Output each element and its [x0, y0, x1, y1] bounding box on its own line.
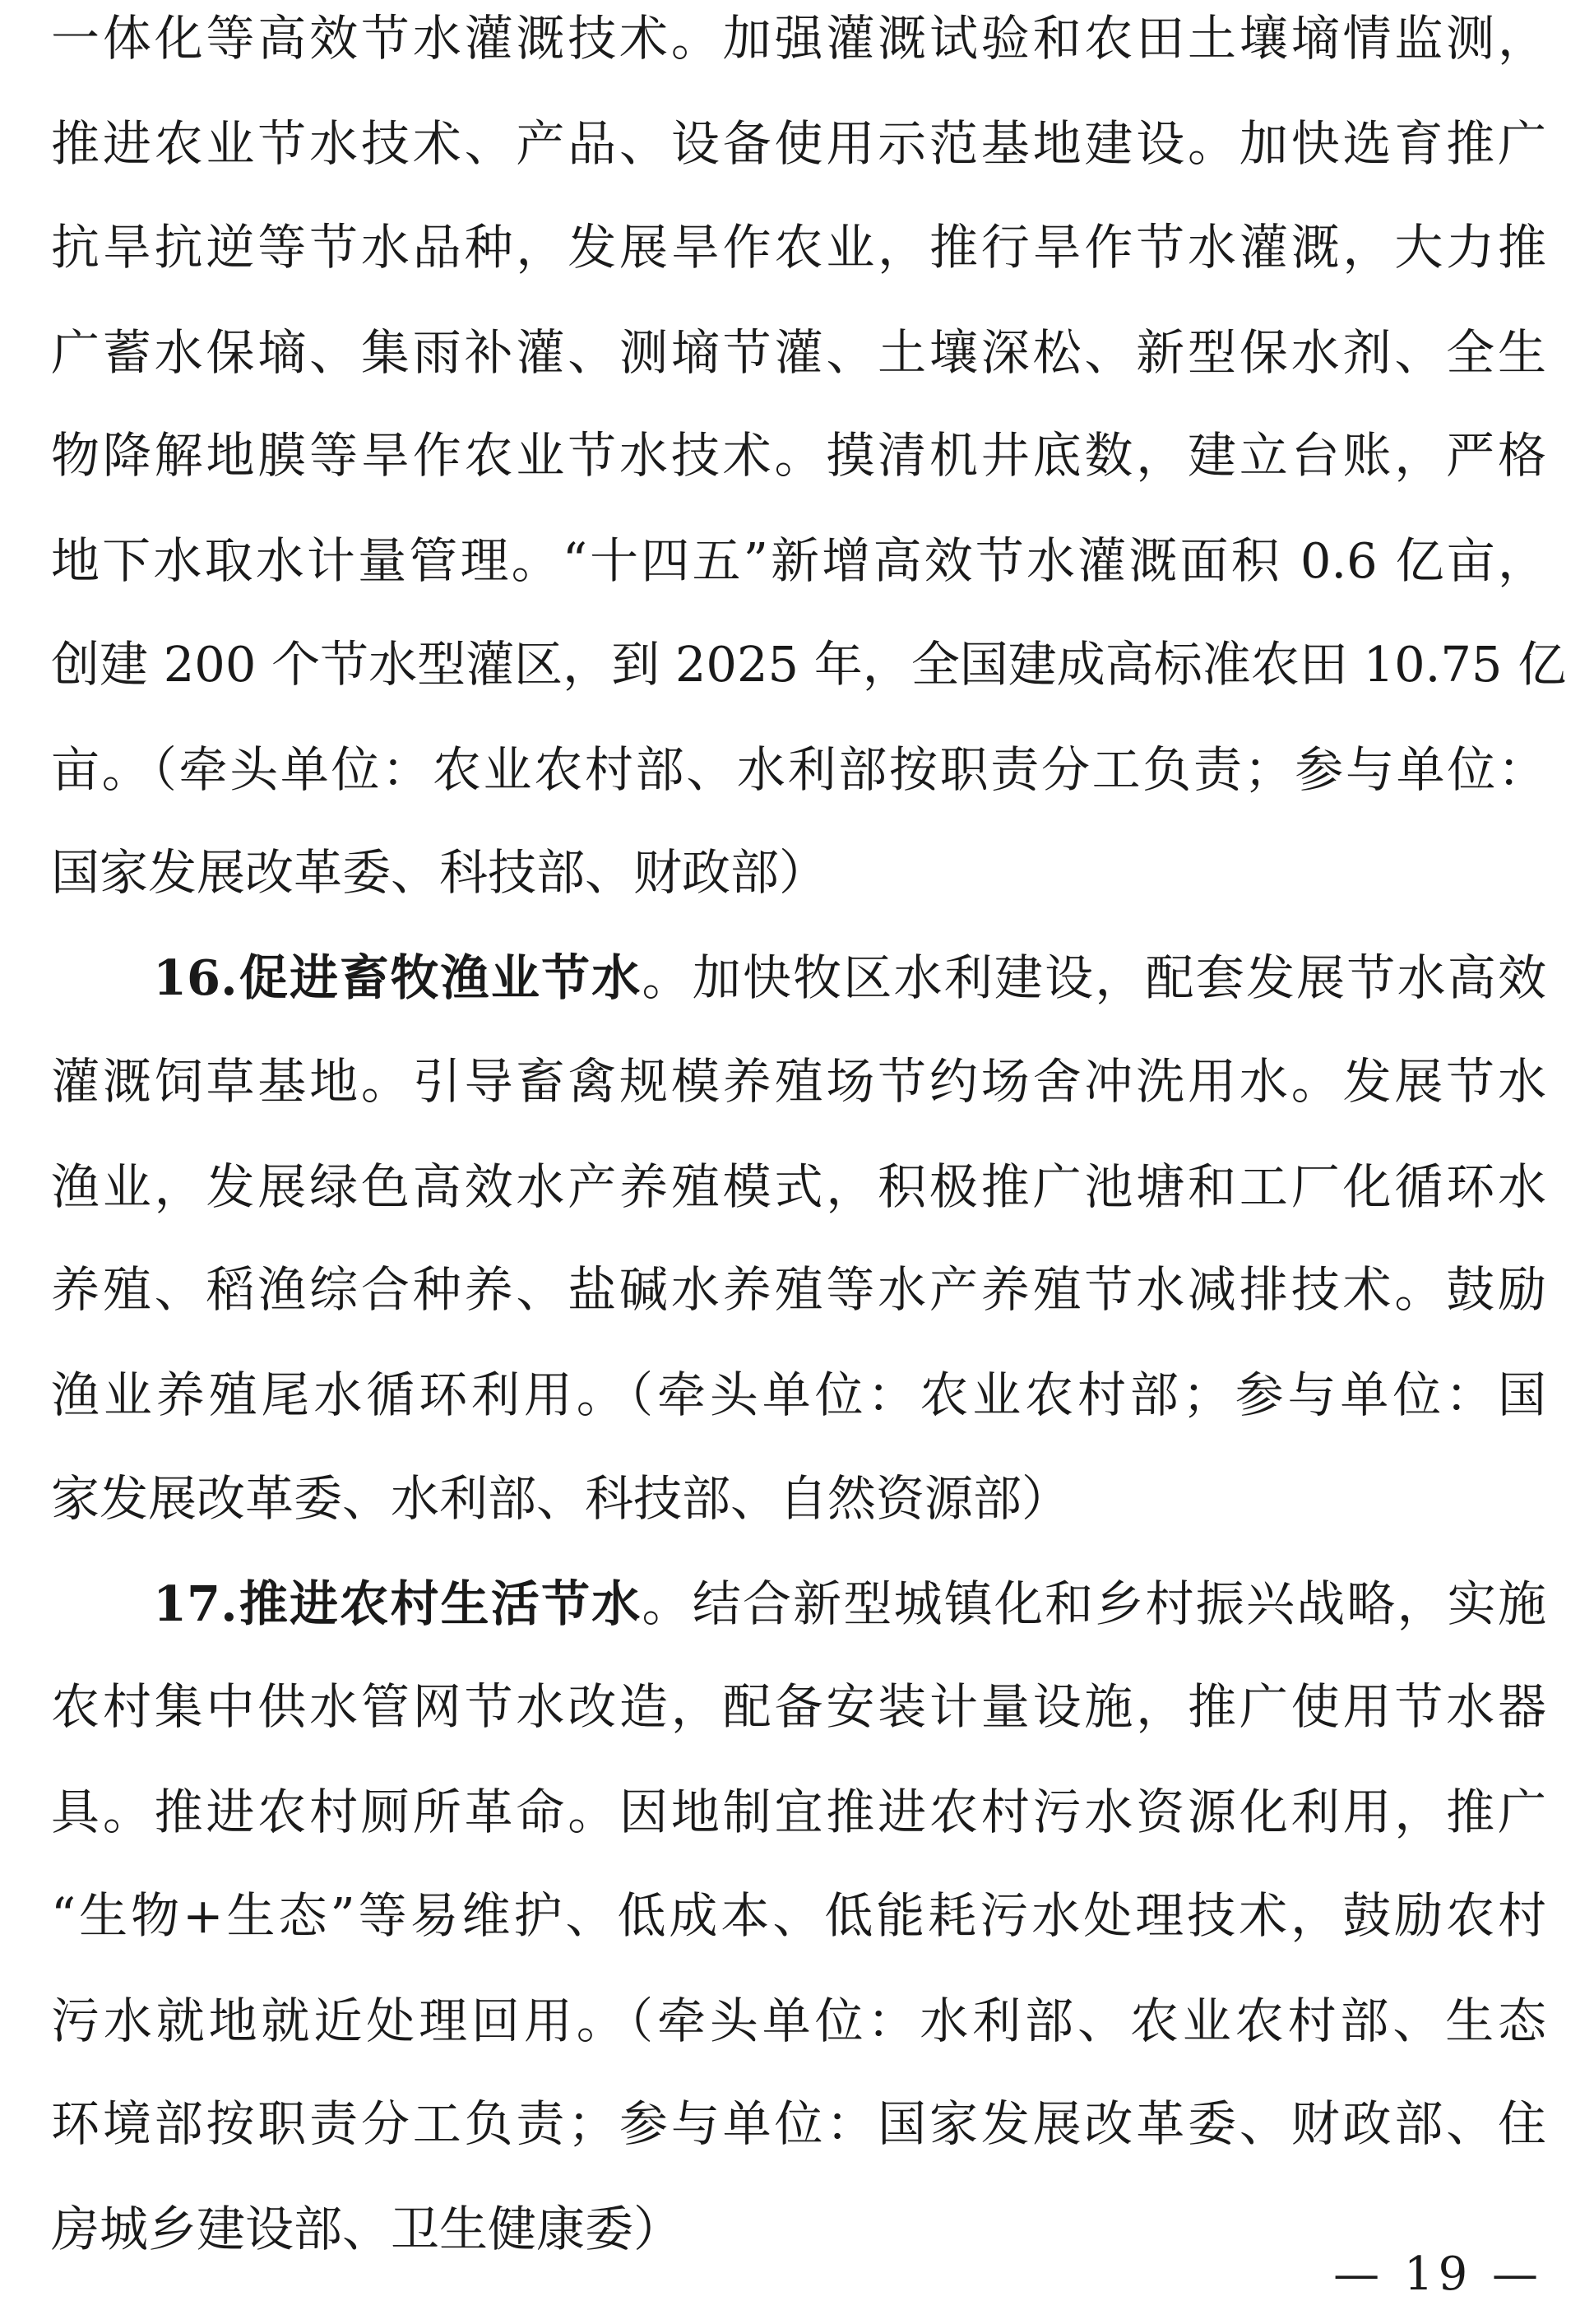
- body-text-line: 亩。（牵头单位：农业农村部、水利部按职责分工负责；参与单位：: [51, 741, 1546, 798]
- body-text-line: 家发展改革委、水利部、科技部、自然资源部）: [51, 1470, 1071, 1527]
- body-text-line: 渔业，发展绿色高效水产养殖模式，积极推广池塘和工厂化循环水: [51, 1158, 1546, 1215]
- section-16-first-line: [51, 927, 1546, 1029]
- page-number: — 19 —: [1333, 2247, 1543, 2301]
- body-text-line: 一体化等高效节水灌溉技术。加强灌溉试验和农田土壤墒情监测，: [51, 10, 1546, 67]
- body-text-line: 房城乡建设部、卫生健康委）: [51, 2201, 683, 2257]
- body-text-line: 渔业养殖尾水循环利用。（牵头单位：农业农村部；参与单位：国: [51, 1366, 1546, 1423]
- body-text-line: 创建 200 个节水型灌区，到 2025 年，全国建成高标准农田 10.75 亿: [51, 636, 1567, 693]
- body-text-line: 推进农业节水技术、产品、设备使用示范基地建设。加快选育推广: [51, 115, 1546, 172]
- body-text-line: 具。推进农村厕所革命。因地制宜推进农村污水资源化利用，推广: [51, 1784, 1546, 1840]
- body-text-line: 养殖、稻渔综合种养、盐碱水养殖等水产养殖节水减排技术。鼓励: [51, 1261, 1546, 1318]
- body-text: 。结合新型城镇化和乡村振兴战略，实施: [642, 1575, 1546, 1632]
- body-text-line: 国家发展改革委、科技部、财政部）: [51, 844, 828, 901]
- body-text-line: 广蓄水保墒、集雨补灌、测墒节灌、土壤深松、新型保水剂、全生: [51, 324, 1546, 381]
- body-text-line: 抗旱抗逆等节水品种，发展旱作农业，推行旱作节水灌溉，大力推: [51, 219, 1546, 276]
- body-text-line: 农村集中供水管网节水改造，配备安装计量设施，推广使用节水器: [51, 1678, 1546, 1735]
- section-heading: 17.推进农村生活节水: [153, 1575, 642, 1632]
- section-17-first-line: [51, 1553, 1546, 1655]
- body-text-line: “生物+生态”等易维护、低成本、低能耗污水处理技术，鼓励农村: [51, 1887, 1546, 1944]
- body-text: 。加快牧区水利建设，配套发展节水高效: [642, 949, 1546, 1006]
- section-heading: 16.促进畜牧渔业节水: [153, 949, 642, 1006]
- body-text-line: 环境部按职责分工负责；参与单位：国家发展改革委、财政部、住: [51, 2095, 1546, 2152]
- body-text-line: 地下水取水计量管理。“十四五”新增高效节水灌溉面积 0.6 亿亩，: [51, 532, 1546, 589]
- body-text-line: 物降解地膜等旱作农业节水技术。摸清机井底数，建立台账，严格: [51, 427, 1546, 484]
- body-text-line: 灌溉饲草基地。引导畜禽规模养殖场节约场舍冲洗用水。发展节水: [51, 1053, 1546, 1110]
- body-text-line: 污水就地就近处理回用。（牵头单位：水利部、农业农村部、生态: [51, 1992, 1546, 2049]
